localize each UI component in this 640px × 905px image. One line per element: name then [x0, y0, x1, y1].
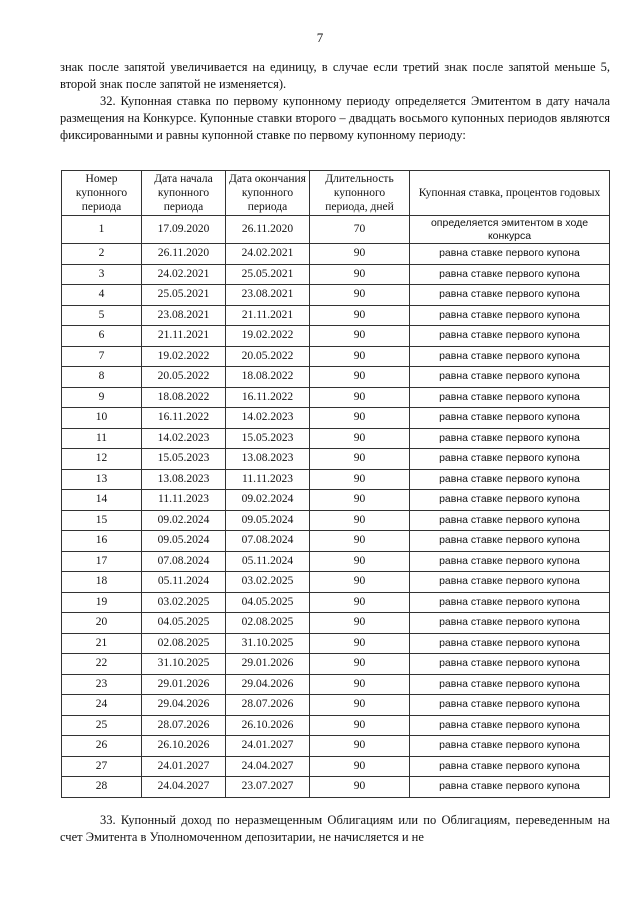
cell-end-date: 07.08.2024: [226, 531, 310, 552]
cell-duration: 90: [310, 428, 410, 449]
cell-start-date: 03.02.2025: [142, 592, 226, 613]
cell-coupon-rate: равна ставке первого купона: [410, 428, 610, 449]
cell-end-date: 25.05.2021: [226, 264, 310, 285]
cell-duration: 90: [310, 551, 410, 572]
table-row: [62, 592, 610, 613]
page-number: 7: [316, 30, 324, 45]
cell-start-date: 18.08.2022: [142, 387, 226, 408]
cell-coupon-rate: равна ставке первого купона: [410, 674, 610, 695]
table-row: [62, 490, 610, 511]
cell-duration: 90: [310, 264, 410, 285]
cell-end-date: 16.11.2022: [226, 387, 310, 408]
cell-period-number: 15: [62, 510, 142, 531]
cell-duration: 90: [310, 633, 410, 654]
table-row: [62, 572, 610, 593]
cell-coupon-rate: равна ставке первого купона: [410, 736, 610, 757]
cell-end-date: 19.02.2022: [226, 326, 310, 347]
cell-start-date: 25.05.2021: [142, 285, 226, 306]
table-row: [62, 469, 610, 490]
cell-end-date: 18.08.2022: [226, 367, 310, 388]
cell-duration: 90: [310, 367, 410, 388]
table-row: [62, 387, 610, 408]
cell-end-date: 24.02.2021: [226, 244, 310, 265]
table-row: [62, 244, 610, 265]
cell-duration: 70: [310, 216, 410, 244]
cell-start-date: 19.02.2022: [142, 346, 226, 367]
cell-coupon-rate: равна ставке первого купона: [410, 326, 610, 347]
cell-coupon-rate: равна ставке первого купона: [410, 305, 610, 326]
cell-start-date: 17.09.2020: [142, 216, 226, 244]
cell-end-date: 09.05.2024: [226, 510, 310, 531]
cell-period-number: 6: [62, 326, 142, 347]
table-row: [62, 449, 610, 470]
header-start-date: Дата начала купонного периода: [142, 171, 226, 216]
cell-duration: 90: [310, 777, 410, 798]
table-row: [62, 510, 610, 531]
table-row: [62, 326, 610, 347]
cell-coupon-rate: равна ставке первого купона: [410, 695, 610, 716]
cell-duration: 90: [310, 756, 410, 777]
cell-period-number: 13: [62, 469, 142, 490]
cell-duration: 90: [310, 490, 410, 511]
cell-period-number: 17: [62, 551, 142, 572]
table-row: [62, 551, 610, 572]
cell-period-number: 16: [62, 531, 142, 552]
cell-coupon-rate: равна ставке первого купона: [410, 346, 610, 367]
cell-duration: 90: [310, 674, 410, 695]
cell-duration: 90: [310, 305, 410, 326]
cell-coupon-rate: определяется эмитентом в ходе конкурса: [410, 216, 610, 244]
cell-period-number: 7: [62, 346, 142, 367]
header-coupon-rate: Купонная ставка, процентов годовых: [410, 171, 610, 216]
cell-coupon-rate: равна ставке первого купона: [410, 387, 610, 408]
cell-period-number: 20: [62, 613, 142, 634]
cell-coupon-rate: равна ставке первого купона: [410, 264, 610, 285]
cell-duration: 90: [310, 244, 410, 265]
cell-period-number: 26: [62, 736, 142, 757]
cell-start-date: 14.02.2023: [142, 428, 226, 449]
cell-duration: 90: [310, 510, 410, 531]
cell-end-date: 09.02.2024: [226, 490, 310, 511]
cell-end-date: 13.08.2023: [226, 449, 310, 470]
cell-start-date: 21.11.2021: [142, 326, 226, 347]
table-header: [62, 171, 610, 216]
cell-start-date: 24.01.2027: [142, 756, 226, 777]
cell-coupon-rate: равна ставке первого купона: [410, 592, 610, 613]
cell-start-date: 24.02.2021: [142, 264, 226, 285]
cell-coupon-rate: равна ставке первого купона: [410, 551, 610, 572]
table-body: [62, 216, 610, 798]
cell-end-date: 31.10.2025: [226, 633, 310, 654]
table-row: [62, 654, 610, 675]
cell-period-number: 23: [62, 674, 142, 695]
cell-coupon-rate: равна ставке первого купона: [410, 408, 610, 429]
cell-start-date: 29.04.2026: [142, 695, 226, 716]
cell-coupon-rate: равна ставке первого купона: [410, 756, 610, 777]
cell-end-date: 20.05.2022: [226, 346, 310, 367]
cell-coupon-rate: равна ставке первого купона: [410, 715, 610, 736]
cell-period-number: 21: [62, 633, 142, 654]
cell-period-number: 2: [62, 244, 142, 265]
table-row: [62, 216, 610, 244]
cell-start-date: 29.01.2026: [142, 674, 226, 695]
cell-start-date: 15.05.2023: [142, 449, 226, 470]
cell-coupon-rate: равна ставке первого купона: [410, 777, 610, 798]
table-row: [62, 346, 610, 367]
cell-duration: 90: [310, 592, 410, 613]
cell-end-date: 04.05.2025: [226, 592, 310, 613]
cell-duration: 90: [310, 531, 410, 552]
cell-duration: 90: [310, 326, 410, 347]
cell-end-date: 28.07.2026: [226, 695, 310, 716]
cell-period-number: 8: [62, 367, 142, 388]
cell-start-date: 09.02.2024: [142, 510, 226, 531]
cell-period-number: 25: [62, 715, 142, 736]
cell-start-date: 28.07.2026: [142, 715, 226, 736]
table-row: [62, 695, 610, 716]
cell-coupon-rate: равна ставке первого купона: [410, 367, 610, 388]
cell-end-date: 29.04.2026: [226, 674, 310, 695]
table-row: [62, 613, 610, 634]
cell-start-date: 11.11.2023: [142, 490, 226, 511]
table-row: [62, 367, 610, 388]
table-row: [62, 777, 610, 798]
table-row: [62, 408, 610, 429]
cell-duration: 90: [310, 469, 410, 490]
coupon-schedule-table: [61, 170, 610, 798]
cell-period-number: 24: [62, 695, 142, 716]
cell-period-number: 10: [62, 408, 142, 429]
table-row: [62, 633, 610, 654]
cell-end-date: 02.08.2025: [226, 613, 310, 634]
cell-start-date: 24.04.2027: [142, 777, 226, 798]
cell-period-number: 28: [62, 777, 142, 798]
cell-coupon-rate: равна ставке первого купона: [410, 469, 610, 490]
cell-coupon-rate: равна ставке первого купона: [410, 244, 610, 265]
cell-period-number: 14: [62, 490, 142, 511]
cell-end-date: 23.07.2027: [226, 777, 310, 798]
cell-start-date: 02.08.2025: [142, 633, 226, 654]
table-row: [62, 428, 610, 449]
cell-start-date: 23.08.2021: [142, 305, 226, 326]
cell-coupon-rate: равна ставке первого купона: [410, 572, 610, 593]
paragraph-continuation: знак после запятой увеличивается на единицу, в случае если третий знак после запятой меньше 5, второй знак после запятой не изменяется).: [60, 60, 610, 91]
cell-period-number: 19: [62, 592, 142, 613]
cell-duration: 90: [310, 449, 410, 470]
cell-end-date: 14.02.2023: [226, 408, 310, 429]
table-row: [62, 756, 610, 777]
header-period-number: Номер купонного периода: [62, 171, 142, 216]
cell-period-number: 22: [62, 654, 142, 675]
cell-coupon-rate: равна ставке первого купона: [410, 285, 610, 306]
table-row: [62, 674, 610, 695]
header-row: [62, 171, 610, 216]
cell-duration: 90: [310, 613, 410, 634]
cell-end-date: 03.02.2025: [226, 572, 310, 593]
cell-coupon-rate: равна ставке первого купона: [410, 531, 610, 552]
cell-start-date: 07.08.2024: [142, 551, 226, 572]
cell-start-date: 26.11.2020: [142, 244, 226, 265]
cell-period-number: 11: [62, 428, 142, 449]
cell-duration: 90: [310, 654, 410, 675]
cell-duration: 90: [310, 285, 410, 306]
cell-coupon-rate: равна ставке первого купона: [410, 654, 610, 675]
paragraph-33: 33. Купонный доход по неразмещенным Облигациям или по Облигациям, переведенным на счет Эмитента в Уполномоченном депозитарии, не начисляется и не: [60, 813, 610, 844]
cell-duration: 90: [310, 715, 410, 736]
cell-end-date: 26.11.2020: [226, 216, 310, 244]
cell-end-date: 15.05.2023: [226, 428, 310, 449]
cell-end-date: 11.11.2023: [226, 469, 310, 490]
cell-duration: 90: [310, 736, 410, 757]
cell-period-number: 18: [62, 572, 142, 593]
cell-duration: 90: [310, 572, 410, 593]
cell-duration: 90: [310, 346, 410, 367]
header-end-date: Дата окончания купонного периода: [226, 171, 310, 216]
cell-coupon-rate: равна ставке первого купона: [410, 510, 610, 531]
cell-end-date: 24.04.2027: [226, 756, 310, 777]
cell-start-date: 09.05.2024: [142, 531, 226, 552]
cell-period-number: 5: [62, 305, 142, 326]
cell-start-date: 04.05.2025: [142, 613, 226, 634]
cell-start-date: 31.10.2025: [142, 654, 226, 675]
cell-start-date: 05.11.2024: [142, 572, 226, 593]
cell-duration: 90: [310, 387, 410, 408]
cell-start-date: 26.10.2026: [142, 736, 226, 757]
cell-start-date: 20.05.2022: [142, 367, 226, 388]
cell-end-date: 29.01.2026: [226, 654, 310, 675]
table-row: [62, 285, 610, 306]
paragraph-32: 32. Купонная ставка по первому купонному периоду определяется Эмитентом в дату начала размещения на Конкурсе. Купонные ставки второго – двадцать восьмого купонных периодов являются фиксированными и равны купонной ставке по первому купонному периоду:: [60, 94, 610, 142]
table-row: [62, 305, 610, 326]
cell-end-date: 05.11.2024: [226, 551, 310, 572]
cell-end-date: 24.01.2027: [226, 736, 310, 757]
table-row: [62, 736, 610, 757]
cell-duration: 90: [310, 408, 410, 429]
header-duration: Длительность купонного периода, дней: [310, 171, 410, 216]
cell-coupon-rate: равна ставке первого купона: [410, 633, 610, 654]
table-row: [62, 531, 610, 552]
cell-period-number: 4: [62, 285, 142, 306]
cell-coupon-rate: равна ставке первого купона: [410, 613, 610, 634]
cell-start-date: 13.08.2023: [142, 469, 226, 490]
cell-end-date: 26.10.2026: [226, 715, 310, 736]
cell-period-number: 27: [62, 756, 142, 777]
cell-period-number: 12: [62, 449, 142, 470]
cell-duration: 90: [310, 695, 410, 716]
cell-end-date: 23.08.2021: [226, 285, 310, 306]
cell-start-date: 16.11.2022: [142, 408, 226, 429]
cell-period-number: 3: [62, 264, 142, 285]
cell-coupon-rate: равна ставке первого купона: [410, 490, 610, 511]
table-row: [62, 264, 610, 285]
cell-period-number: 9: [62, 387, 142, 408]
cell-end-date: 21.11.2021: [226, 305, 310, 326]
table-row: [62, 715, 610, 736]
cell-coupon-rate: равна ставке первого купона: [410, 449, 610, 470]
cell-period-number: 1: [62, 216, 142, 244]
